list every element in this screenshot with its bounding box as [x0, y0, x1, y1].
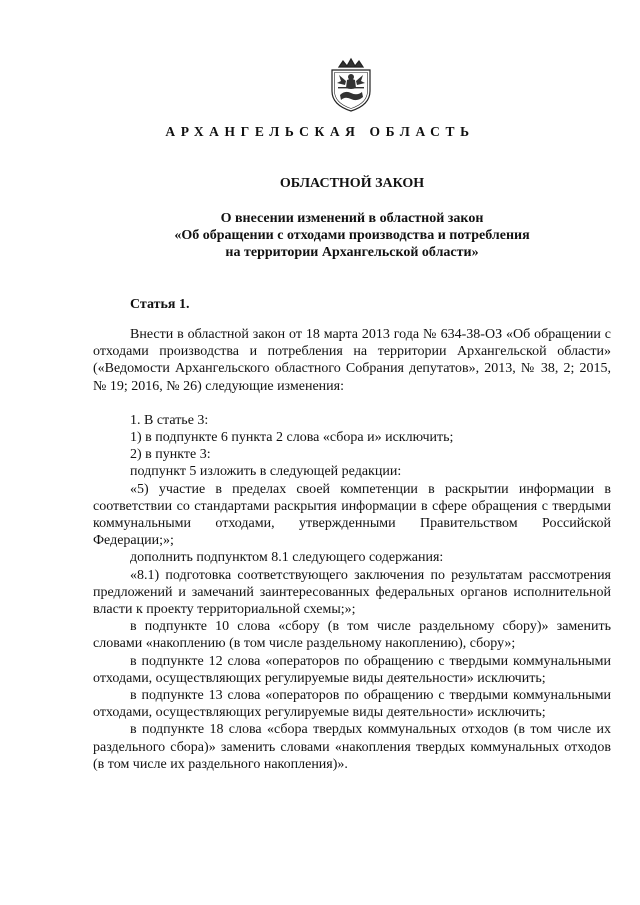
amendment-item: подпункт 5 изложить в следующей редакции: [130, 464, 402, 480]
amendment-item: 1. В статье 3: [130, 412, 209, 428]
amendment-item: в подпункте 13 слова «операторов по обращению с твердыми коммунальными отходами, осуществляющих регулируемые виды деятельности» исключить; [93, 688, 611, 721]
amendment-item: 2) в пункте 3: [130, 447, 211, 463]
article-intro: Внести в областной закон от 18 марта 2013 года № 634-38-ОЗ «Об обращении с отходами производства и потребления на территории Архангельской области» («Ведомости Архангельского областного Собрания депутатов», 2013, № 38, 2; 2015, № 19; 2016, № 26) следующие изменения: [93, 327, 611, 394]
amendment-item: 1) в подпункте 6 пункта 2 слова «сбора и» исключить; [130, 430, 454, 446]
law-title [0, 210, 640, 261]
amendment-item: дополнить подпунктом 8.1 следующего содержания: [130, 550, 444, 566]
amendment-item: «5) участие в пределах своей компетенции в раскрытии информации в соответствии со стандартами раскрытия информации в сфере обращения с твердыми коммунальными отходами, утвержденными Правительством Российской Федерации;»; [93, 481, 611, 549]
amendment-item: в подпункте 10 слова «сбору (в том числе раздельному сбору)» заменить словами «накоплению (в том числе раздельному накоплению), сбору»; [93, 619, 611, 652]
article-heading: Статья 1. [130, 297, 190, 312]
law-title-line: на территории Архангельской области» [225, 245, 479, 260]
coat-of-arms-icon [329, 57, 373, 113]
law-title-line: «Об обращении с отходами производства и потребления [174, 228, 530, 243]
amendment-item: в подпункте 12 слова «операторов по обращению с твердыми коммунальными отходами, осуществляющих регулируемые виды деятельности» исключить; [93, 653, 611, 686]
amendment-item: «8.1) подготовка соответствующего заключения по результатам рассмотрения предложений и замечаний заинтересованных федеральных органов исполнительной власти к проекту территориальной схемы;»; [93, 567, 611, 618]
article-body [93, 326, 611, 773]
region-name: АРХАНГЕЛЬСКАЯ ОБЛАСТЬ [165, 124, 475, 139]
law-title-line: О внесении изменений в областной закон [220, 211, 484, 226]
amendment-item: в подпункте 18 слова «сбора твердых коммунальных отходов (в том числе их раздельного сбора)» заменить словами «накопления твердых коммунальных отходов (в том числе их раздельного накопления)». [93, 722, 611, 772]
law-type: ОБЛАСТНОЙ ЗАКОН [279, 176, 425, 191]
